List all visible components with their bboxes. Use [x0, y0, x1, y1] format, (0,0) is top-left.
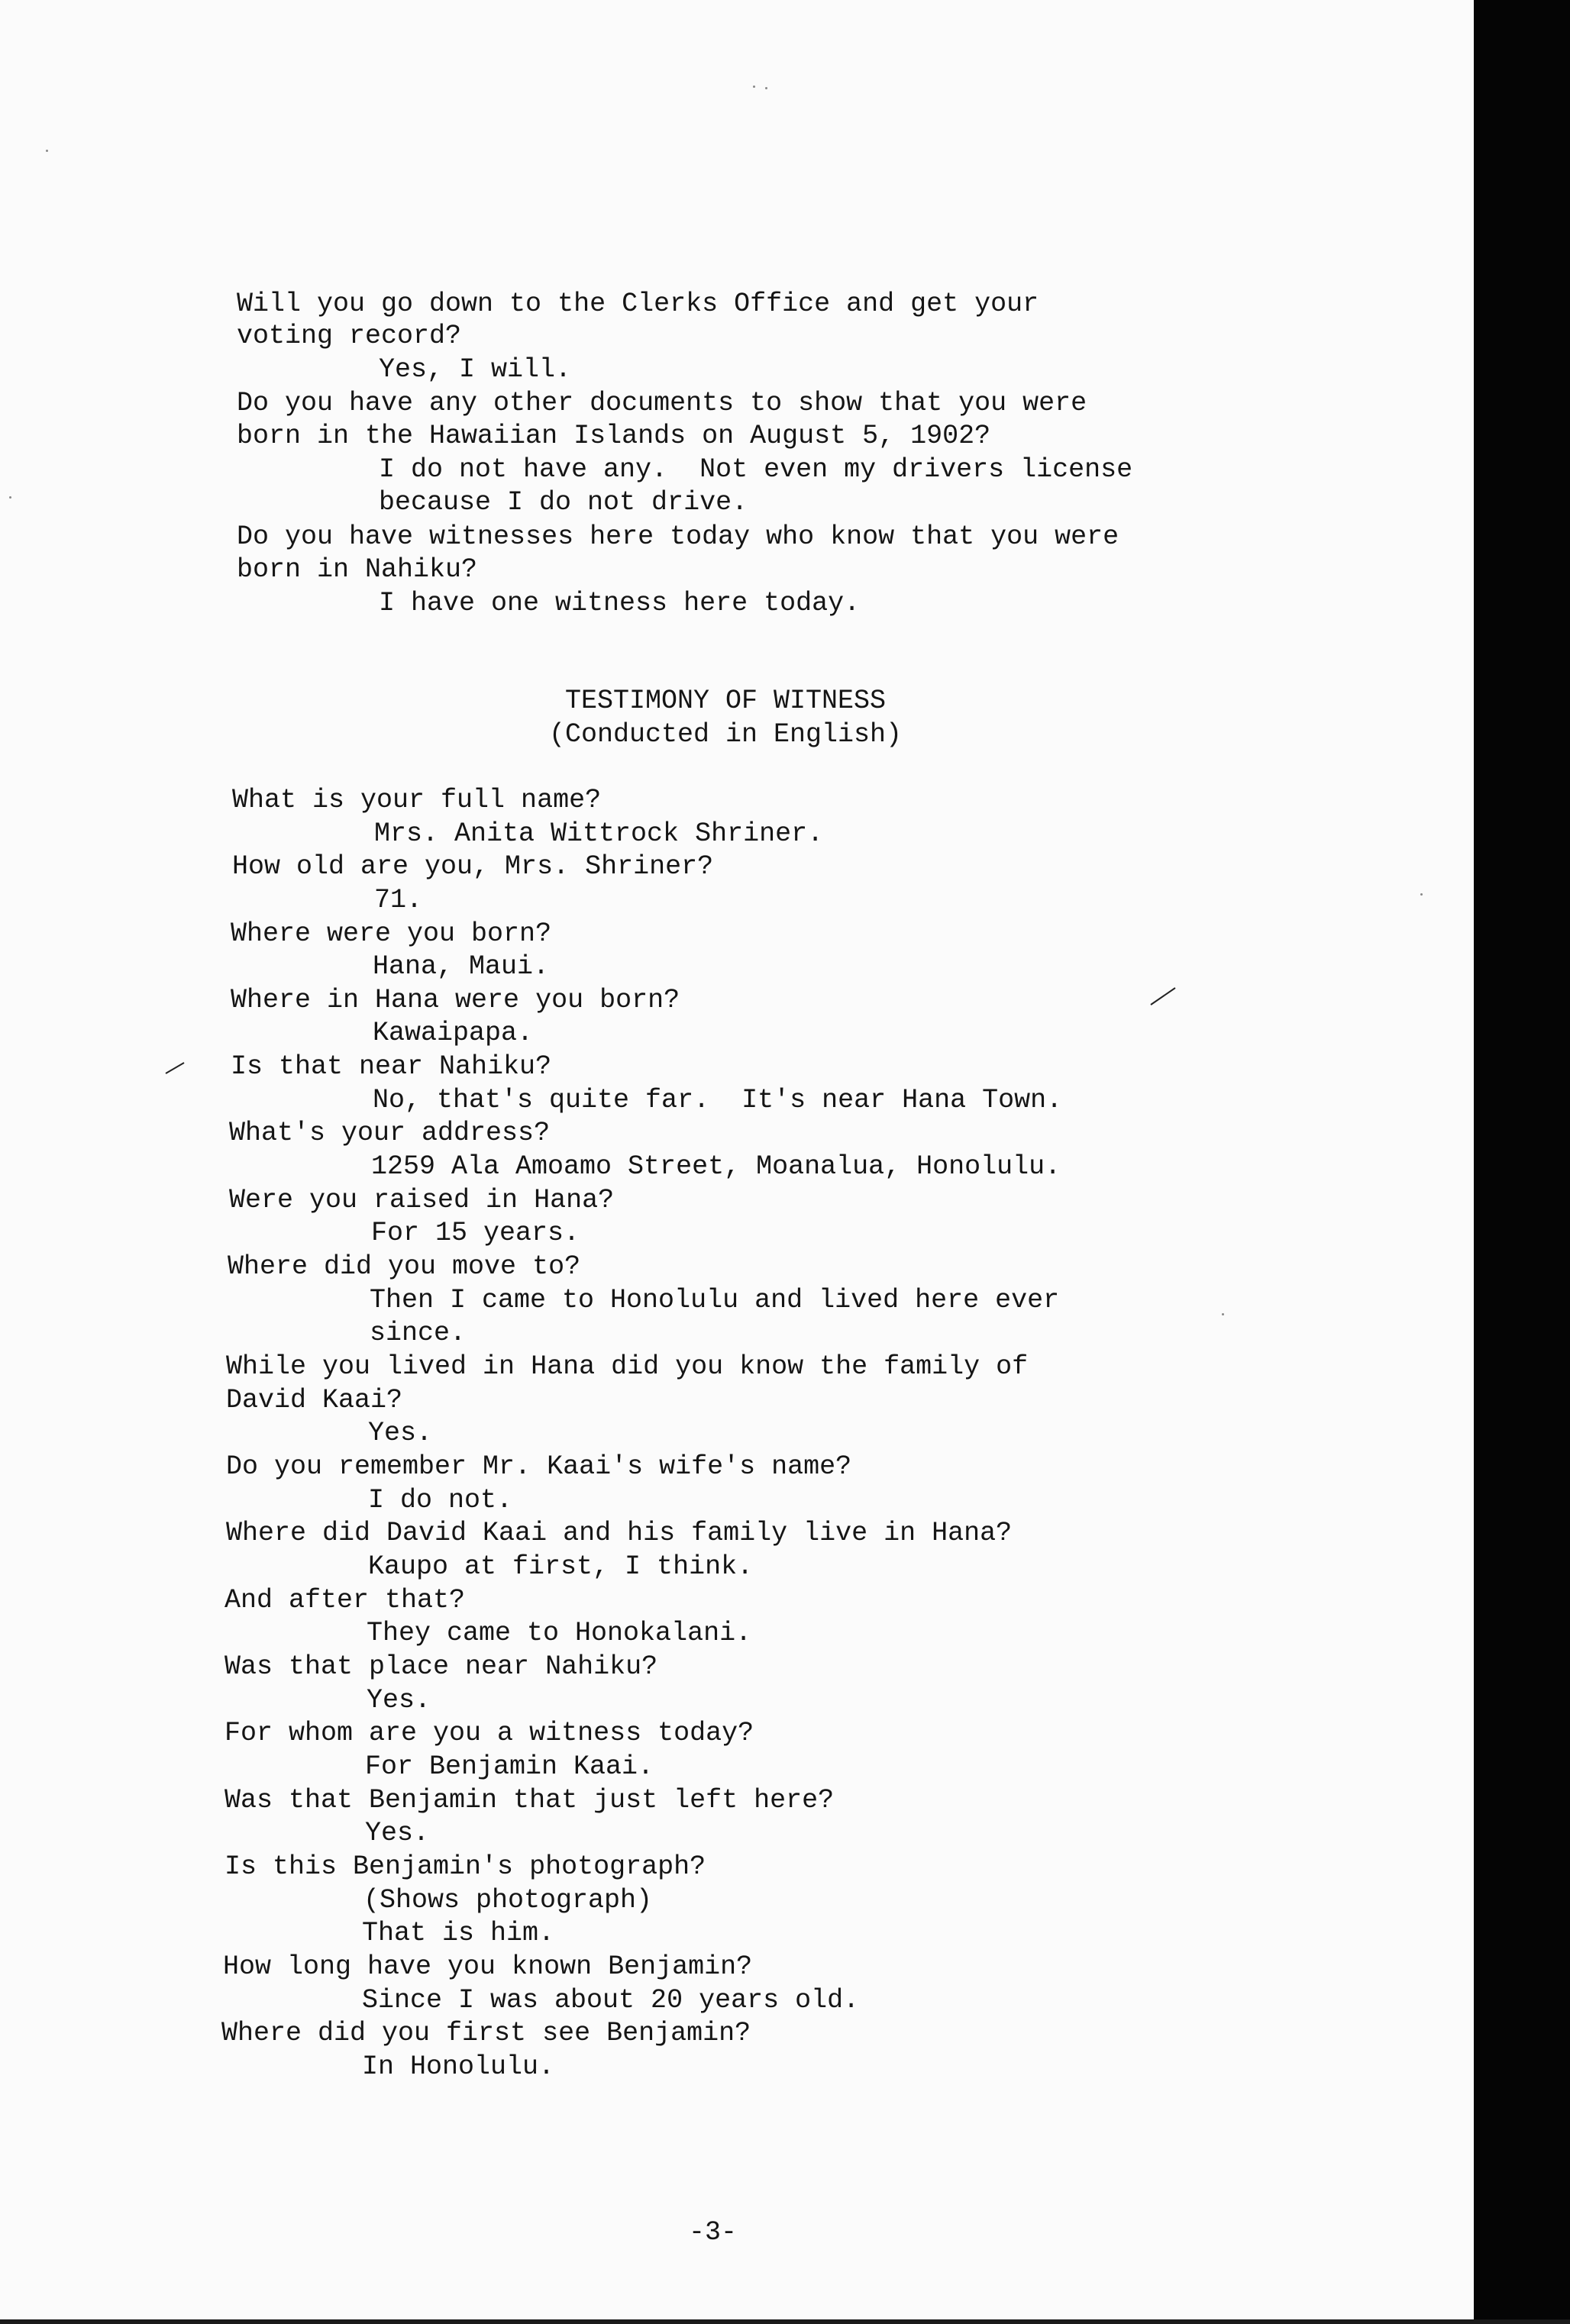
answer-line: because I do not drive.: [379, 487, 748, 518]
answer-line: Yes.: [368, 1418, 433, 1448]
answer-line: I have one witness here today.: [379, 588, 861, 618]
answer-line: Yes, I will.: [379, 354, 572, 385]
answer-line: Hana, Maui.: [373, 951, 550, 982]
question-line: voting record?: [237, 321, 462, 351]
question-line: Where were you born?: [231, 918, 552, 949]
scan-speck: [1222, 1313, 1224, 1315]
question-line: Was that Benjamin that just left here?: [225, 1785, 835, 1816]
question-line: For whom are you a witness today?: [225, 1718, 754, 1748]
question-line: Is this Benjamin's photograph?: [225, 1851, 706, 1882]
answer-line: In Honolulu.: [362, 2051, 555, 2082]
scan-speck: [46, 150, 48, 152]
answer-line: For Benjamin Kaai.: [365, 1751, 654, 1782]
question-line: Where in Hana were you born?: [231, 985, 680, 1015]
question-line: Do you remember Mr. Kaai's wife's name?: [226, 1451, 852, 1482]
section-subtitle: (Conducted in English): [548, 719, 903, 750]
question-line: While you lived in Hana did you know the family of: [226, 1351, 1029, 1382]
page-number: -3-: [689, 2217, 738, 2248]
answer-line: I do not.: [368, 1485, 513, 1515]
question-line: Is that near Nahiku?: [231, 1051, 552, 1082]
question-line: Where did David Kaai and his family live in Hana?: [226, 1518, 1013, 1548]
section-title: TESTIMONY OF WITNESS: [564, 686, 887, 716]
question-line: Where did you first see Benjamin?: [221, 2018, 751, 2048]
answer-line: They came to Honokalani.: [367, 1618, 752, 1648]
answer-line: For 15 years.: [371, 1218, 580, 1248]
question-line: How old are you, Mrs. Shriner?: [232, 851, 714, 882]
answer-line: 1259 Ala Amoamo Street, Moanalua, Honolulu.: [371, 1151, 1061, 1182]
scan-speck: [1420, 893, 1423, 896]
question-line: born in the Hawaiian Islands on August 5, 1902?: [237, 421, 991, 451]
answer-line: Since I was about 20 years old.: [362, 1985, 860, 2016]
scan-dark-edge: [1474, 0, 1570, 2324]
question-line: What is your full name?: [232, 785, 602, 815]
question-line: Do you have witnesses here today who know that you were: [237, 521, 1119, 552]
question-line: David Kaai?: [226, 1385, 403, 1415]
question-line: born in Nahiku?: [237, 554, 478, 585]
answer-line: I do not have any. Not even my drivers license: [379, 454, 1133, 485]
question-line: Was that place near Nahiku?: [225, 1651, 658, 1682]
stray-mark: [164, 1055, 195, 1078]
answer-line: Kaupo at first, I think.: [368, 1551, 754, 1582]
question-line: What's your address?: [229, 1118, 551, 1148]
question-line: Do you have any other documents to show that you were: [237, 388, 1087, 418]
answer-line: Yes.: [365, 1818, 430, 1848]
answer-line: 71.: [374, 885, 423, 915]
answer-line: Then I came to Honolulu and lived here ever: [370, 1285, 1060, 1315]
answer-line: since.: [370, 1318, 467, 1348]
answer-line: Yes.: [367, 1685, 431, 1716]
scan-speck: [753, 86, 755, 88]
answer-line: That is him.: [362, 1918, 555, 1948]
answer-line: Mrs. Anita Wittrock Shriner.: [374, 818, 824, 849]
answer-line: (Shows photograph): [363, 1885, 653, 1916]
answer-line: No, that's quite far. It's near Hana Town.: [373, 1085, 1063, 1115]
answer-line: Kawaipapa.: [373, 1018, 534, 1048]
scan-bottom-edge: [0, 2319, 1570, 2324]
question-line: How long have you known Benjamin?: [223, 1951, 753, 1982]
question-line: Were you raised in Hana?: [229, 1185, 615, 1215]
scan-speck: [9, 496, 11, 499]
stray-mark: [1149, 985, 1180, 1008]
question-line: And after that?: [225, 1585, 466, 1616]
scan-speck: [765, 87, 767, 89]
question-line: Will you go down to the Clerks Office and get your: [237, 289, 1039, 319]
question-line: Where did you move to?: [228, 1251, 581, 1282]
